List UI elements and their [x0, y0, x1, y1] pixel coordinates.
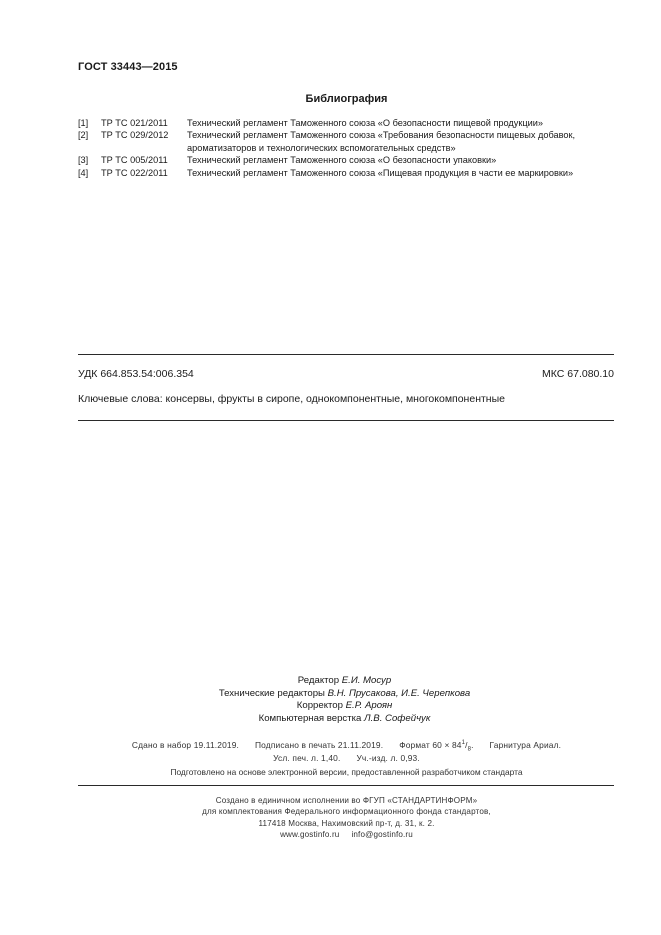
credit-line — [14, 700, 661, 713]
credit-role: Технические редакторы — [218, 687, 325, 699]
footer-line: 117418 Москва, Нахимовский пр-т, д. 31, к. 2. — [258, 818, 435, 828]
credit-role: Компьютерная верстка — [258, 713, 362, 725]
udk-code: УДК 664.853.54:006.354 — [78, 368, 194, 380]
credit-names: Л.В. Софейчук — [364, 713, 431, 725]
credits — [0, 675, 661, 726]
credit-line — [14, 675, 661, 688]
entry-code: ТР ТС 005/2011 — [101, 155, 168, 166]
credit-names: В.Н. Прусакова, И.Е. Черепкова — [327, 687, 471, 699]
prepared-note — [0, 767, 661, 777]
publisher-sheets: Уч.-изд. л. 0,93. — [356, 753, 420, 763]
credit-role: Редактор — [297, 675, 340, 686]
publication-info — [0, 739, 661, 765]
credit-role: Корректор — [296, 700, 343, 712]
entry-code: ТР ТС 029/2012 — [101, 130, 169, 141]
credit-names: Е.Р. Ароян — [345, 700, 393, 712]
entry-text: Технический регламент Таможенного союза «Пищевая продукция в части ее маркировки» — [187, 167, 574, 178]
prepared-note-text: Подготовлено на основе электронной версии, предоставленной разработчиком стандарта — [170, 767, 523, 777]
credit-line — [14, 688, 661, 701]
credit-line — [14, 713, 661, 726]
entry-text: Технический регламент Таможенного союза «Требования безопасности пищевых добавок, ароматизаторов и технологических вспомогательных средств» — [187, 130, 576, 153]
paper-format: Формат $60 \times 84^1/_8$. — [399, 740, 474, 753]
publisher-footer — [0, 795, 661, 841]
print-sheets: Усл. печ. л. 1,40. — [273, 753, 341, 763]
divider-bottom — [78, 785, 614, 786]
publication-line — [16, 752, 661, 765]
entry-number: [2] — [78, 130, 89, 141]
entry-text: Технический регламент Таможенного союза «О безопасности упаковки» — [187, 155, 497, 166]
bibliography-title — [0, 93, 661, 105]
divider-middle — [78, 420, 614, 421]
email-link[interactable]: info@gostinfo.ru — [351, 830, 413, 840]
bibliography-entry — [78, 117, 618, 129]
credit-names: Е.И. Мосур — [341, 675, 392, 686]
entry-text: Технический регламент Таможенного союза «О безопасности пищевой продукции» — [187, 118, 544, 128]
entry-code: ТР ТС 021/2011 — [101, 118, 168, 128]
website-link[interactable]: www.gostinfo.ru — [280, 830, 340, 840]
bibliography-entry — [78, 129, 618, 154]
entry-number: [4] — [78, 167, 89, 178]
bibliography-title-text: Библиография — [305, 93, 388, 105]
bibliography-list — [78, 117, 618, 179]
entry-code: ТР ТС 022/2011 — [101, 167, 168, 178]
submitted-date: Сдано в набор 19.11.2019. — [131, 740, 239, 750]
document-code: ГОСТ 33443—2015 — [78, 61, 178, 73]
entry-number: [1] — [78, 118, 89, 128]
publication-line — [16, 739, 661, 752]
keywords: Ключевые слова: консервы, фрукты в сиропе, однокомпонентные, многокомпонентные — [78, 393, 505, 405]
footer-line: Создано в единичном исполнении во ФГУП «СТАНДАРТИНФОРМ» — [215, 796, 478, 805]
divider-top — [78, 354, 614, 355]
typeface: Гарнитура Ариал. — [489, 740, 562, 750]
footer-contacts — [16, 829, 661, 840]
entry-number: [3] — [78, 155, 89, 166]
signed-date: Подписано в печать 21.11.2019. — [254, 740, 384, 750]
footer-line: для комплектования Федерального информационного фонда стандартов, — [202, 807, 491, 817]
mks-code: МКС 67.080.10 — [542, 368, 614, 380]
bibliography-entry — [78, 154, 618, 166]
bibliography-entry — [78, 167, 618, 179]
